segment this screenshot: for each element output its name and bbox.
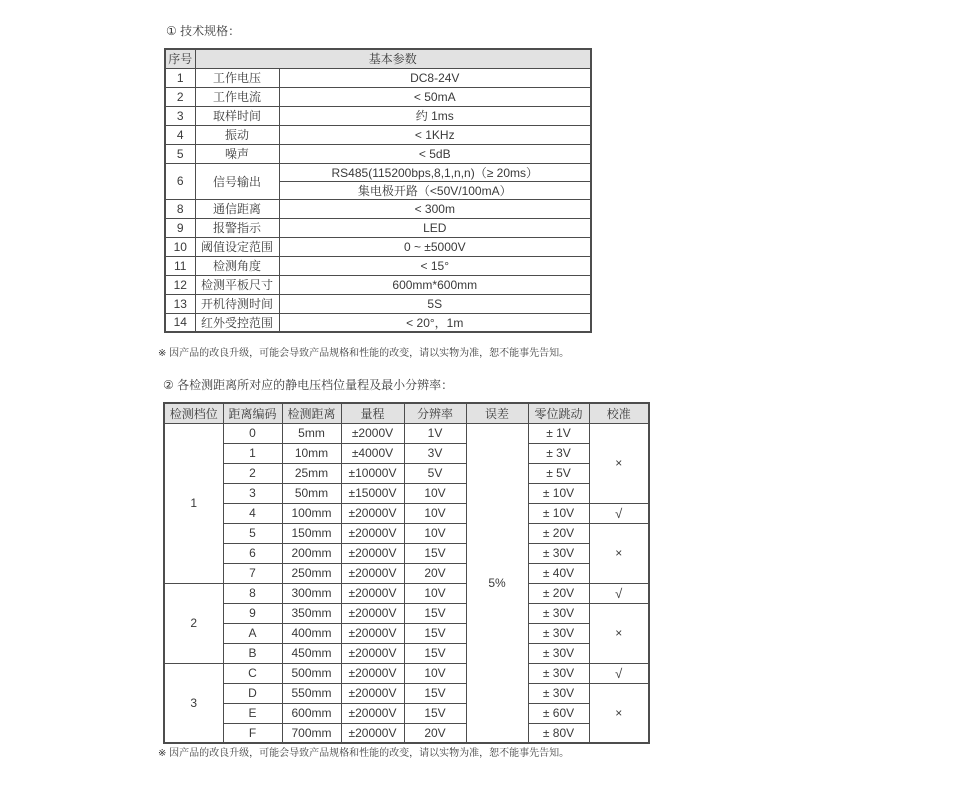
cal-cell: √	[589, 663, 649, 683]
table-row	[165, 106, 591, 125]
resolution-cell: 10V	[404, 503, 466, 523]
spec-no: 4	[165, 125, 195, 144]
range-header-zero: 零位跳动	[528, 403, 589, 423]
spec-value: < 50mA	[279, 87, 591, 106]
zero-cell: ± 30V	[528, 623, 589, 643]
range-cell: ±2000V	[341, 423, 404, 443]
table-row	[165, 144, 591, 163]
resolution-cell: 15V	[404, 603, 466, 623]
spec-value: 600mm*600mm	[279, 275, 591, 294]
spec-value2: 集电极开路（<50V/100mA）	[279, 181, 591, 199]
code-cell: 3	[223, 483, 282, 503]
table-row	[164, 723, 649, 743]
spec-name: 噪声	[195, 144, 279, 163]
spec-no: 11	[165, 256, 195, 275]
range-header-code: 距离编码	[223, 403, 282, 423]
spec-no: 12	[165, 275, 195, 294]
table-row	[165, 256, 591, 275]
spec-header-no: 序号	[165, 49, 195, 68]
range-cell: ±20000V	[341, 523, 404, 543]
table-row	[164, 423, 649, 443]
table-row	[165, 218, 591, 237]
spec-header-params: 基本参数	[195, 49, 591, 68]
zero-cell: ± 10V	[528, 503, 589, 523]
zero-cell: ± 40V	[528, 563, 589, 583]
spec-value: < 1KHz	[279, 125, 591, 144]
table-row	[164, 483, 649, 503]
zero-cell: ± 30V	[528, 603, 589, 623]
spec-name: 信号输出	[195, 163, 279, 199]
resolution-cell: 15V	[404, 683, 466, 703]
range-cell: ±15000V	[341, 483, 404, 503]
error-cell: 5%	[466, 423, 528, 743]
code-cell: F	[223, 723, 282, 743]
range-header-resolution: 分辨率	[404, 403, 466, 423]
cal-cell: ×	[589, 603, 649, 663]
spec-value: RS485(115200bps,8,1,n,n)（≥ 20ms）	[279, 163, 591, 181]
section2-title: ② 各检测距离所对应的静电压档位量程及最小分辨率：	[163, 378, 454, 392]
zero-cell: ± 20V	[528, 583, 589, 603]
zero-cell: ± 80V	[528, 723, 589, 743]
distance-cell: 200mm	[282, 543, 341, 563]
distance-cell: 300mm	[282, 583, 341, 603]
spec-name: 报警指示	[195, 218, 279, 237]
table-row	[164, 543, 649, 563]
code-cell: 5	[223, 523, 282, 543]
range-cell: ±20000V	[341, 683, 404, 703]
cal-cell: ×	[589, 423, 649, 503]
spec-name: 开机待测时间	[195, 294, 279, 313]
resolution-cell: 1V	[404, 423, 466, 443]
spec-name: 振动	[195, 125, 279, 144]
spec-no: 1	[165, 68, 195, 87]
range-header-error: 误差	[466, 403, 528, 423]
code-cell: A	[223, 623, 282, 643]
cal-cell: √	[589, 583, 649, 603]
table-row	[165, 275, 591, 294]
spec-value: 约 1ms	[279, 106, 591, 125]
zero-cell: ± 30V	[528, 543, 589, 563]
spec-no: 8	[165, 199, 195, 218]
spec-name: 红外受控范围	[195, 313, 279, 332]
zero-cell: ± 30V	[528, 683, 589, 703]
spec-no: 13	[165, 294, 195, 313]
resolution-cell: 10V	[404, 483, 466, 503]
range-cell: ±10000V	[341, 463, 404, 483]
resolution-cell: 15V	[404, 543, 466, 563]
spec-name: 阈值设定范围	[195, 237, 279, 256]
resolution-cell: 15V	[404, 703, 466, 723]
gear-cell: 1	[164, 423, 223, 583]
spec-value: 0 ~ ±5000V	[279, 237, 591, 256]
table-row	[164, 703, 649, 723]
table-row	[164, 643, 649, 663]
range-header-distance: 检测距离	[282, 403, 341, 423]
range-table-footnote: ※ 因产品的改良升级，可能会导致产品规格和性能的改变，请以实物为准，恕不能事先告知。	[158, 748, 570, 759]
table-row	[164, 503, 649, 523]
resolution-cell: 15V	[404, 623, 466, 643]
distance-cell: 10mm	[282, 443, 341, 463]
spec-value: < 300m	[279, 199, 591, 218]
table-row	[164, 623, 649, 643]
zero-cell: ± 5V	[528, 463, 589, 483]
range-cell: ±20000V	[341, 603, 404, 623]
cal-cell: ×	[589, 683, 649, 743]
table-row	[165, 313, 591, 332]
range-cell: ±20000V	[341, 543, 404, 563]
table-row	[164, 463, 649, 483]
code-cell: 1	[223, 443, 282, 463]
code-cell: 2	[223, 463, 282, 483]
zero-cell: ± 20V	[528, 523, 589, 543]
zero-cell: ± 30V	[528, 643, 589, 663]
distance-cell: 400mm	[282, 623, 341, 643]
spec-value: 5S	[279, 294, 591, 313]
table-row	[165, 125, 591, 144]
distance-cell: 450mm	[282, 643, 341, 663]
code-cell: B	[223, 643, 282, 663]
spec-no: 14	[165, 313, 195, 332]
code-cell: D	[223, 683, 282, 703]
zero-cell: ± 3V	[528, 443, 589, 463]
spec-table-header-row	[165, 49, 591, 68]
distance-cell: 500mm	[282, 663, 341, 683]
range-cell: ±20000V	[341, 583, 404, 603]
table-row	[165, 87, 591, 106]
table-row	[165, 199, 591, 218]
distance-cell: 700mm	[282, 723, 341, 743]
table-row	[164, 443, 649, 463]
section1-title: ① 技术规格：	[166, 24, 241, 38]
zero-cell: ± 60V	[528, 703, 589, 723]
code-cell: E	[223, 703, 282, 723]
spec-no: 6	[165, 163, 195, 199]
range-cell: ±20000V	[341, 723, 404, 743]
range-header-gear: 检测档位	[164, 403, 223, 423]
code-cell: 0	[223, 423, 282, 443]
spec-name: 通信距离	[195, 199, 279, 218]
spec-no: 3	[165, 106, 195, 125]
spec-name: 检测平板尺寸	[195, 275, 279, 294]
range-cell: ±20000V	[341, 663, 404, 683]
table-row	[165, 163, 591, 181]
distance-cell: 50mm	[282, 483, 341, 503]
resolution-cell: 20V	[404, 563, 466, 583]
spec-name: 检测角度	[195, 256, 279, 275]
resolution-cell: 20V	[404, 723, 466, 743]
resolution-cell: 5V	[404, 463, 466, 483]
code-cell: 6	[223, 543, 282, 563]
distance-cell: 600mm	[282, 703, 341, 723]
spec-table	[164, 48, 592, 333]
range-header-range: 量程	[341, 403, 404, 423]
table-row	[164, 683, 649, 703]
distance-cell: 5mm	[282, 423, 341, 443]
range-cell: ±20000V	[341, 503, 404, 523]
spec-value: DC8-24V	[279, 68, 591, 87]
cal-cell: ×	[589, 523, 649, 583]
range-cell: ±20000V	[341, 703, 404, 723]
resolution-cell: 10V	[404, 523, 466, 543]
table-row	[164, 583, 649, 603]
range-cell: ±20000V	[341, 643, 404, 663]
gear-cell: 2	[164, 583, 223, 663]
table-row	[165, 294, 591, 313]
range-table	[163, 402, 650, 744]
zero-cell: ± 10V	[528, 483, 589, 503]
spec-value: < 5dB	[279, 144, 591, 163]
resolution-cell: 10V	[404, 663, 466, 683]
table-row	[164, 603, 649, 623]
range-cell: ±20000V	[341, 623, 404, 643]
range-cell: ±20000V	[341, 563, 404, 583]
range-header-cal: 校准	[589, 403, 649, 423]
spec-no: 9	[165, 218, 195, 237]
spec-name: 工作电流	[195, 87, 279, 106]
distance-cell: 350mm	[282, 603, 341, 623]
code-cell: 4	[223, 503, 282, 523]
code-cell: 9	[223, 603, 282, 623]
spec-no: 10	[165, 237, 195, 256]
table-row	[164, 523, 649, 543]
spec-name: 取样时间	[195, 106, 279, 125]
distance-cell: 250mm	[282, 563, 341, 583]
cal-cell: √	[589, 503, 649, 523]
distance-cell: 25mm	[282, 463, 341, 483]
table-row	[164, 663, 649, 683]
table-row	[165, 237, 591, 256]
spec-value: LED	[279, 218, 591, 237]
distance-cell: 150mm	[282, 523, 341, 543]
spec-value: < 20°，1m	[279, 313, 591, 332]
resolution-cell: 10V	[404, 583, 466, 603]
range-table-header-row	[164, 403, 649, 423]
code-cell: C	[223, 663, 282, 683]
resolution-cell: 15V	[404, 643, 466, 663]
spec-name: 工作电压	[195, 68, 279, 87]
distance-cell: 100mm	[282, 503, 341, 523]
resolution-cell: 3V	[404, 443, 466, 463]
gear-cell: 3	[164, 663, 223, 743]
table-row	[164, 563, 649, 583]
spec-value: < 15°	[279, 256, 591, 275]
zero-cell: ± 1V	[528, 423, 589, 443]
zero-cell: ± 30V	[528, 663, 589, 683]
code-cell: 7	[223, 563, 282, 583]
spec-no: 2	[165, 87, 195, 106]
spec-table-footnote: ※ 因产品的改良升级，可能会导致产品规格和性能的改变，请以实物为准，恕不能事先告知。	[158, 348, 570, 359]
range-cell: ±4000V	[341, 443, 404, 463]
spec-no: 5	[165, 144, 195, 163]
code-cell: 8	[223, 583, 282, 603]
table-row	[165, 68, 591, 87]
distance-cell: 550mm	[282, 683, 341, 703]
